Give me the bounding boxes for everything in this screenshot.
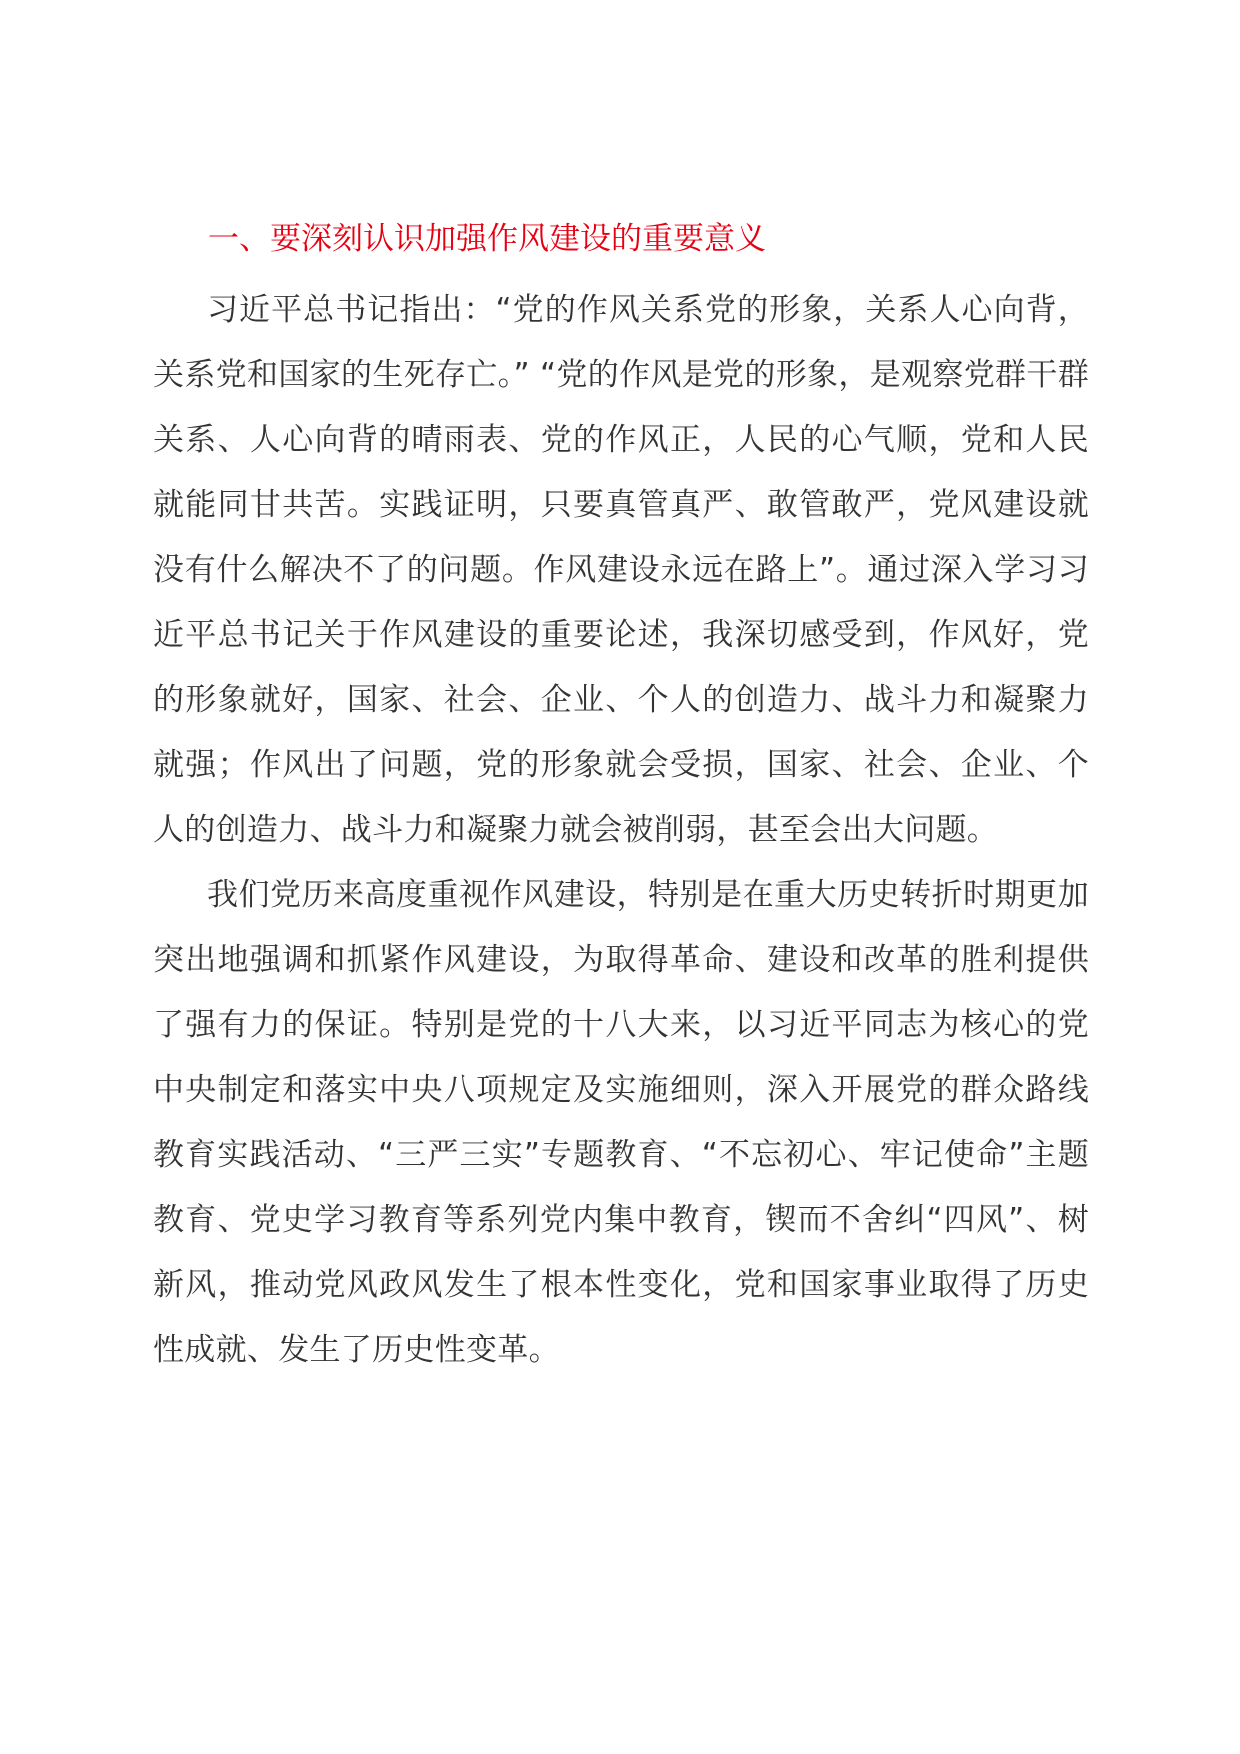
paragraph-2: 我们党历来高度重视作风建设，特别是在重大历史转折时期更加突出地强调和抓紧作风建设，为取得革命、建设和改革的胜利提供了强有力的保证。特别是党的十八大来，以习近平同志为核心的党中央制定和落实中央八项规定及实施细则，深入开展党的群众路线教育实践活动、“三严三实”专题教育、“不忘初心、牢记使命”主题教育、党史学习教育等系列党内集中教育，锲而不舍纠“四风”、树新风，推动党风政风发生了根本性变化，党和国家事业取得了历史性成就、发生了历史性变革。 bbox=[153, 877, 1089, 1368]
section-heading: 一、要深刻认识加强作风建设的重要意义 bbox=[208, 221, 766, 257]
document-body bbox=[153, 212, 1089, 1383]
paragraph-1: 习近平总书记指出：“党的作风关系党的形象，关系人心向背，关系党和国家的生死存亡。” “党的作风是党的形象，是观察党群干群关系、人心向背的晴雨表、党的作风正，人民的心气顺，党和人民就能同甘共苦。实践证明，只要真管真严、敢管敢严，党风建设就没有什么解决不了的问题。作风建设永远在路上”。通过深入学习习近平总书记关于作风建设的重要论述，我深切感受到，作风好，党的形象就好，国家、社会、企业、个人的创造力、战斗力和凝聚力就强；作风出了问题，党的形象就会受损，国家、社会、企业、个人的创造力、战斗力和凝聚力就会被削弱，甚至会出大问题。 bbox=[153, 292, 1089, 848]
